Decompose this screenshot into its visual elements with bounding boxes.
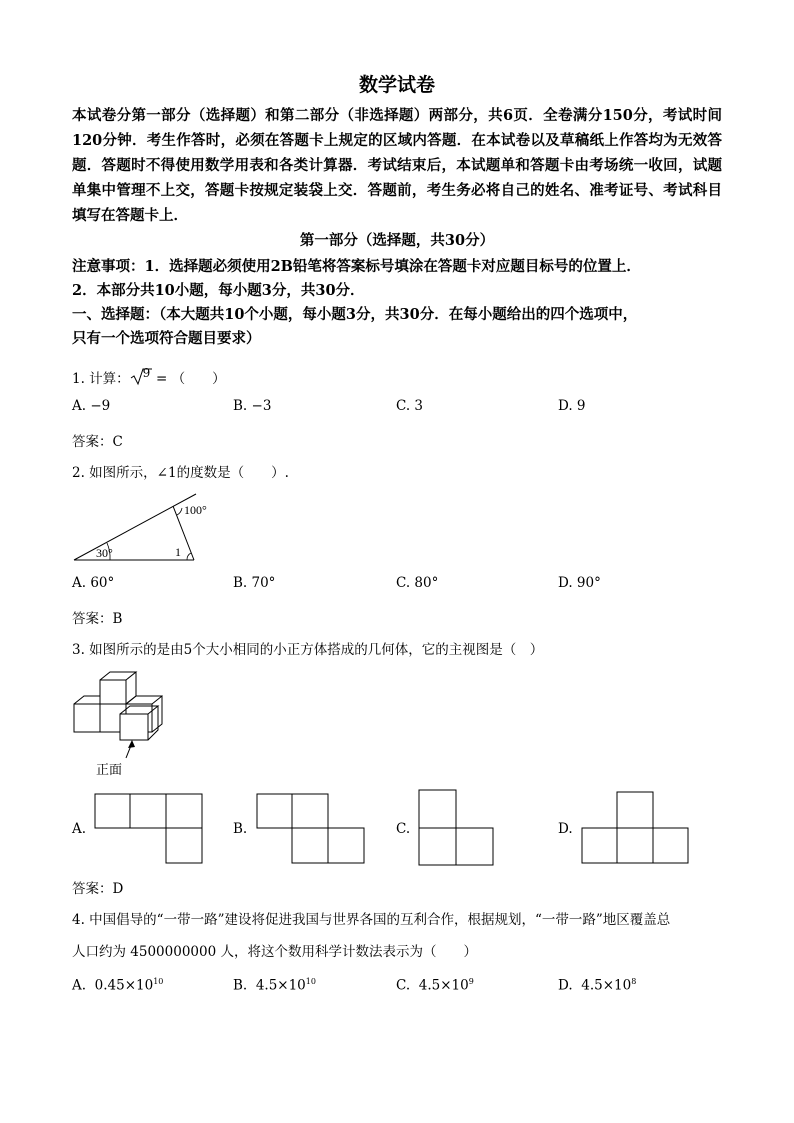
q2-option-b[interactable]: B. 70°	[233, 575, 276, 591]
question-1-stem	[72, 367, 226, 387]
sqrt-expression	[130, 368, 152, 387]
notice-line-2: 2．本部分共10小题，每小题3分，共30分．	[72, 282, 365, 299]
q3-option-b[interactable]: B.	[233, 821, 248, 837]
label-30: 30°	[96, 546, 113, 560]
q3-option-c[interactable]: C.	[396, 821, 411, 837]
section-heading-line-1: 一、选择题：（本大题共10个小题，每小题3分，共30分．在每小题给出的四个选项中，	[72, 306, 638, 323]
q1-option-d[interactable]: D. 9	[558, 398, 586, 414]
notice-line-1: 注意事项：1．选择题必须使用2B铅笔将答案标号填涂在答题卡对应题目标号的位置上．	[72, 258, 641, 275]
q1-option-b[interactable]: B. −3	[233, 398, 272, 414]
q3-option-d[interactable]: D.	[558, 821, 573, 837]
q4-option-a[interactable]	[72, 977, 163, 994]
q4-b-mantissa: 4.5×10	[255, 977, 306, 994]
q2-option-d[interactable]: D. 90°	[558, 575, 601, 591]
q3-option-d-view[interactable]	[581, 791, 691, 865]
question-2-stem: 2. 如图所示，∠1的度数是（ ）.	[72, 465, 289, 481]
q4-a-letter: A.	[72, 977, 87, 994]
radicand: 9	[142, 366, 151, 380]
q4-a-mantissa: 0.45×10	[94, 977, 154, 994]
q4-c-exponent: 9	[468, 977, 474, 986]
q4-b-letter: B.	[233, 977, 248, 994]
q4-option-b[interactable]	[233, 977, 316, 994]
front-label: 正面	[96, 762, 123, 777]
q4-a-exponent: 10	[153, 977, 164, 986]
angle-1-arc	[187, 553, 191, 560]
question-1-suffix: = （ ）	[151, 371, 226, 387]
q4-c-mantissa: 4.5×10	[418, 977, 469, 994]
question-3-stem: 3. 如图所示的是由5个大小相同的小正方体搭成的几何体，它的主视图是（ ）	[72, 642, 544, 658]
exam-instructions: 本试卷分第一部分（选择题）和第二部分（非选择题）两部分，共6页．全卷满分150分，考试时间120分钟．考生作答时，必须在答题卡上规定的区域内答题．在本试卷以及草稿纸上作答均为无效答题．答题时不得使用数学用表和各类计算器．考试结束后，本试题单和答题卡由考场统一收回，试题单集中管理不上交，答题卡按规定装袋上交．答题前，考生务必将自己的姓名、准考证号、考试科目填写在答题卡上．	[72, 107, 722, 224]
q4-option-d[interactable]	[558, 977, 636, 994]
q1-option-a[interactable]: A. −9	[72, 398, 111, 414]
q2-triangle-figure	[70, 482, 230, 564]
question-4-stem-line-1: 4. 中国倡导的“一带一路”建设将促进我国与世界各国的互利合作，根据规划，“一带一路”地区覆盖总	[72, 912, 671, 928]
question-1-prefix: 1. 计算：	[72, 371, 130, 387]
q4-c-letter: C.	[396, 977, 411, 994]
q4-b-exponent: 10	[305, 977, 316, 986]
q3-option-a-view[interactable]	[94, 793, 206, 865]
q2-option-a[interactable]: A. 60°	[72, 575, 115, 591]
q1-answer: 答案：C	[72, 434, 123, 450]
page-title: 数学试卷	[358, 74, 435, 96]
label-100: 100°	[184, 503, 207, 517]
q3-cube-stack-figure	[70, 668, 170, 780]
q4-d-letter: D.	[558, 977, 573, 994]
front-arrow-icon	[128, 740, 135, 748]
q1-option-c[interactable]: C. 3	[396, 398, 424, 414]
q4-option-c[interactable]	[396, 977, 474, 994]
q4-d-exponent: 8	[631, 977, 637, 986]
q2-answer: 答案：B	[72, 611, 123, 627]
label-1: 1	[175, 545, 181, 559]
q4-d-mantissa: 4.5×10	[581, 977, 632, 994]
section-heading-line-2: 只有一个选项符合题目要求）	[72, 330, 261, 347]
q3-option-c-view[interactable]	[418, 789, 498, 867]
q3-answer: 答案：D	[72, 881, 124, 897]
q2-option-c[interactable]: C. 80°	[396, 575, 439, 591]
part1-heading: 第一部分（选择题，共30分）	[299, 232, 495, 249]
question-4-stem-line-2: 人口约为 4500000000 人，将这个数用科学计数法表示为（ ）	[72, 944, 477, 960]
angle-100-arc	[177, 508, 182, 515]
q3-option-b-view[interactable]	[256, 793, 368, 865]
q3-option-a[interactable]: A.	[72, 821, 87, 837]
